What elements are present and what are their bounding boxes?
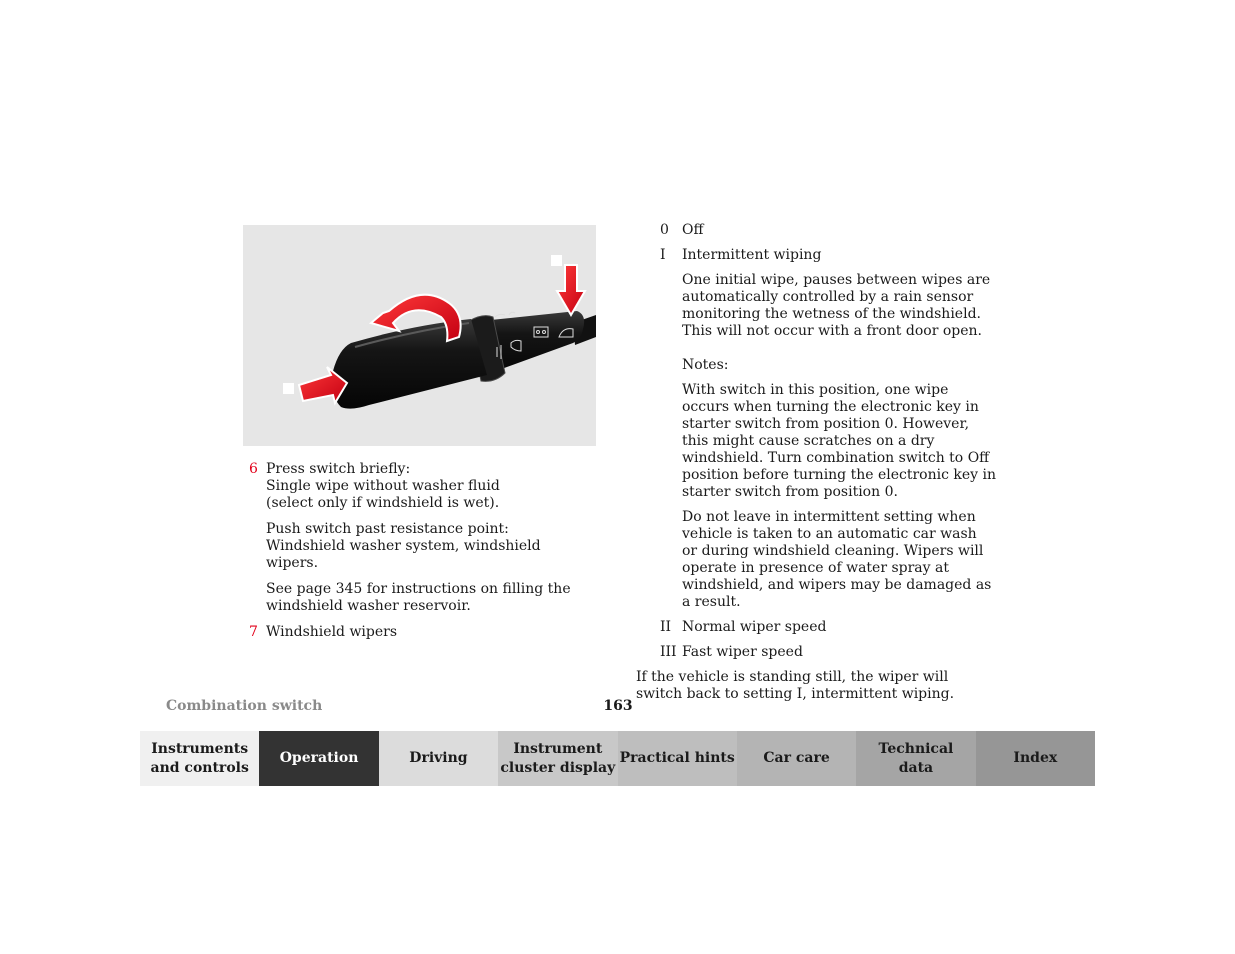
nav-tab-car-care[interactable]: Car care <box>737 731 856 786</box>
callout-item-6 <box>249 461 594 615</box>
position-label: Normal wiper speed <box>682 619 827 635</box>
right-column <box>636 222 996 703</box>
callout-number: 6 <box>249 461 258 477</box>
item-paragraph: Push switch past resistance point: Windshield washer system, windshield wipers. <box>266 521 541 571</box>
chapter-nav <box>140 731 1095 786</box>
position-label: Off <box>682 222 704 238</box>
press-down-arrow-icon <box>557 265 585 315</box>
section-title: Combination switch <box>166 698 323 714</box>
position-label: Intermittent wiping <box>682 247 822 263</box>
nav-tab-driving[interactable]: Driving <box>379 731 498 786</box>
detail-paragraph: Do not leave in intermittent setting when vehicle is taken to an automatic car wash or during windshield cleaning. Wipers will operate in presence of water spray at windshield, and wipers may be damaged as a result. <box>682 509 992 610</box>
item-paragraph: Press switch briefly: Single wipe without washer fluid (select only if windshield is wet). <box>266 461 500 511</box>
callout-marker-7 <box>551 255 562 266</box>
intermittent-details <box>636 272 996 611</box>
detail-paragraph: With switch in this position, one wipe occurs when turning the electronic key in starter switch from position 0. However, this might cause scratches on a dry windshield. Turn combination switch to Off position before turning the electronic key in starter switch from position 0. <box>682 382 997 500</box>
position-code: III <box>660 644 677 660</box>
item-paragraph: See page 345 for instructions on filling the windshield washer reservoir. <box>266 581 571 614</box>
nav-tab-instruments-and-controls[interactable]: Instruments and controls <box>140 731 259 786</box>
combination-switch-figure <box>243 225 596 446</box>
detail-paragraph: One initial wipe, pauses between wipes are automatically controlled by a rain sensor monitoring the wetness of the windshield. This will not occur with a front door open. <box>682 272 991 339</box>
position-code: II <box>660 619 672 635</box>
nav-tab-practical-hints[interactable]: Practical hints <box>618 731 737 786</box>
callout-number: 7 <box>249 624 258 640</box>
notes-heading: Notes: <box>682 357 729 373</box>
nav-tab-technical-data[interactable]: Technical data <box>856 731 975 786</box>
position-row-normal <box>636 619 996 636</box>
nav-tab-index[interactable]: Index <box>976 731 1095 786</box>
position-row-intermittent <box>636 247 996 264</box>
callout-marker-6 <box>283 383 294 394</box>
position-label: Fast wiper speed <box>682 644 803 660</box>
nav-tab-instrument-cluster-display[interactable]: Instrument cluster display <box>498 731 617 786</box>
wiper-lever-illustration <box>243 225 596 446</box>
position-row-off <box>636 222 996 239</box>
position-row-fast <box>636 644 996 661</box>
page-number: 163 <box>603 698 633 714</box>
closing-paragraph: If the vehicle is standing still, the wiper will switch back to setting I, intermittent wiping. <box>636 669 955 702</box>
position-code: 0 <box>660 222 669 238</box>
callout-item-7 <box>249 624 594 641</box>
nav-tab-operation[interactable]: Operation <box>259 731 378 786</box>
position-code: I <box>660 247 666 263</box>
left-column <box>249 461 594 650</box>
item-paragraph: Windshield wipers <box>266 624 398 640</box>
